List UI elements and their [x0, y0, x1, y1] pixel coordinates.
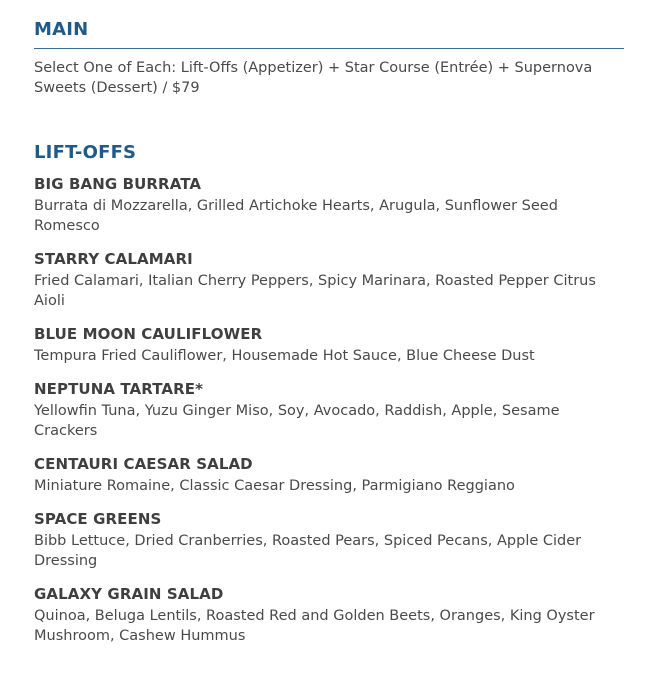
- menu-item-name: BIG BANG BURRATA: [34, 175, 202, 193]
- menu-item-name: NEPTUNA TARTARE*: [34, 380, 204, 398]
- menu-item-name: STARRY CALAMARI: [34, 250, 193, 268]
- menu-item-name: CENTAURI CAESAR SALAD: [34, 455, 253, 473]
- menu-item: [34, 175, 624, 236]
- menu-item: [34, 585, 624, 646]
- menu-item-name: GALAXY GRAIN SALAD: [34, 585, 224, 603]
- menu-item-description: Fried Calamari, Italian Cherry Peppers, Spicy Marinara, Roasted Pepper Citrus Aioli: [34, 273, 596, 309]
- main-intro-text: Select One of Each: Lift-Offs (Appetizer) + Star Course (Entrée) + Supernova Sweets (Dessert) / $79: [34, 60, 593, 96]
- menu-item-description: Yellowfin Tuna, Yuzu Ginger Miso, Soy, Avocado, Raddish, Apple, Sesame Crackers: [34, 403, 560, 439]
- menu-item-description: Quinoa, Beluga Lentils, Roasted Red and Golden Beets, Oranges, King Oyster Mushroom, Cashew Hummus: [34, 608, 595, 644]
- menu-item: [34, 455, 624, 496]
- menu-item: [34, 380, 624, 441]
- menu-item-name: BLUE MOON CAULIFLOWER: [34, 325, 263, 343]
- menu-item: [34, 325, 624, 366]
- liftoffs-list: [34, 175, 624, 646]
- menu-item-description: Burrata di Mozzarella, Grilled Artichoke Hearts, Arugula, Sunflower Seed Romesco: [34, 198, 558, 234]
- menu-item-description: Bibb Lettuce, Dried Cranberries, Roasted Pears, Spiced Pecans, Apple Cider Dressing: [34, 533, 582, 569]
- menu-item-name: SPACE GREENS: [34, 510, 162, 528]
- menu-item-description: Tempura Fried Cauliflower, Housemade Hot Sauce, Blue Cheese Dust: [34, 348, 535, 364]
- liftoffs-section-title: LIFT-OFFS: [34, 142, 137, 163]
- menu-item: [34, 510, 624, 571]
- menu-item-description: Miniature Romaine, Classic Caesar Dressing, Parmigiano Reggiano: [34, 478, 515, 494]
- main-section-title: MAIN: [34, 16, 624, 49]
- menu-item: [34, 250, 624, 311]
